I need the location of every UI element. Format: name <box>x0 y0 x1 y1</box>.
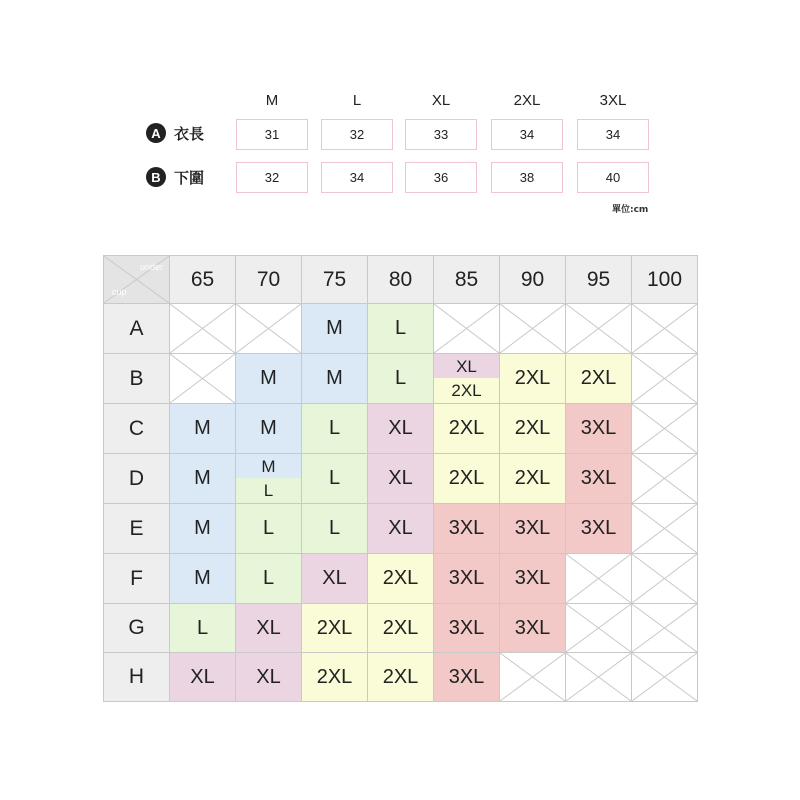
size-cell <box>500 554 566 604</box>
size-value: 3XL <box>580 517 617 539</box>
size-value: 3XL <box>448 517 485 539</box>
unavailable-x-icon <box>500 304 565 353</box>
length-value-2xl: 34 <box>491 119 563 150</box>
underbust-value-l: 34 <box>321 162 393 193</box>
size-cell <box>434 404 500 454</box>
size-value: 2XL <box>316 616 353 639</box>
size-cell <box>302 304 368 354</box>
cup-size-header: E <box>104 504 170 554</box>
cup-size-header: A <box>104 304 170 354</box>
size-cell <box>566 354 632 404</box>
size-cell <box>566 504 632 554</box>
badge-b-icon: B <box>146 167 166 187</box>
unavailable-x-icon <box>632 604 697 652</box>
size-value: 2XL <box>514 367 551 389</box>
unavailable-cell <box>632 554 698 604</box>
size-cell <box>500 454 566 504</box>
size-cell <box>368 653 434 702</box>
size-cell <box>302 354 368 404</box>
size-cell <box>170 604 236 653</box>
unavailable-cell <box>632 604 698 653</box>
cup-size-header: H <box>104 653 170 702</box>
unavailable-x-icon <box>236 304 301 353</box>
size-value: M <box>326 317 343 339</box>
size-value: L <box>394 317 407 339</box>
under-size-header: 65 <box>170 256 236 304</box>
badge-a-icon: A <box>146 123 166 143</box>
split-size-cell <box>434 354 500 404</box>
unavailable-x-icon <box>632 354 697 403</box>
size-cell <box>500 604 566 653</box>
size-header-l: L <box>352 92 362 109</box>
size-value: M <box>260 417 277 439</box>
unavailable-cell <box>632 504 698 554</box>
underbust-value-2xl: 38 <box>491 162 563 193</box>
size-cell <box>170 653 236 702</box>
unavailable-cell <box>500 653 566 702</box>
unavailable-x-icon <box>500 653 565 701</box>
size-value: L <box>328 467 341 489</box>
unit-note: 單位:cm <box>612 205 649 215</box>
cup-size-header: D <box>104 454 170 504</box>
size-value: XL <box>388 517 413 539</box>
size-cell <box>434 504 500 554</box>
size-value: 2XL <box>580 367 617 389</box>
size-cell <box>500 354 566 404</box>
unavailable-x-icon <box>632 304 697 353</box>
size-header-3xl: 3XL <box>599 92 627 109</box>
size-value: M <box>194 517 211 539</box>
size-value: L <box>262 517 275 539</box>
length-label: 衣長 <box>174 124 205 143</box>
size-cell <box>170 404 236 454</box>
size-cell <box>368 404 434 454</box>
size-value: 3XL <box>448 616 485 639</box>
size-cell <box>302 404 368 454</box>
corner-under-label: under <box>139 262 163 272</box>
corner-cup-label: cup <box>112 287 127 297</box>
size-value: M <box>260 367 277 389</box>
size-cell <box>170 454 236 504</box>
size-cell <box>500 404 566 454</box>
size-value: M <box>236 454 301 479</box>
corner-header-cell <box>104 256 170 304</box>
size-value: 2XL <box>448 467 485 489</box>
size-cell <box>302 554 368 604</box>
unavailable-cell <box>170 304 236 354</box>
unavailable-x-icon <box>170 304 235 353</box>
size-cell <box>434 604 500 653</box>
unavailable-x-icon <box>632 454 697 503</box>
size-value: L <box>328 517 341 539</box>
size-value: XL <box>256 665 281 688</box>
size-value: 3XL <box>580 417 617 439</box>
unavailable-x-icon <box>632 404 697 453</box>
size-value: 3XL <box>514 567 551 589</box>
size-cell <box>236 354 302 404</box>
size-value: 3XL <box>448 665 485 688</box>
under-size-header: 80 <box>368 256 434 304</box>
underbust-value-m: 32 <box>236 162 308 193</box>
size-value: M <box>194 417 211 439</box>
size-value: 2XL <box>448 417 485 439</box>
unavailable-x-icon <box>566 304 631 353</box>
size-cell <box>302 454 368 504</box>
unavailable-cell <box>170 354 236 404</box>
size-cell <box>368 604 434 653</box>
unavailable-x-icon <box>170 354 235 403</box>
size-value: 3XL <box>448 567 485 589</box>
size-value: 2XL <box>316 665 353 688</box>
unavailable-cell <box>566 604 632 653</box>
size-value: XL <box>388 417 413 439</box>
size-value: 2XL <box>382 567 419 589</box>
size-value: 2XL <box>382 665 419 688</box>
size-value: 3XL <box>514 616 551 639</box>
size-value: L <box>328 417 341 439</box>
size-cell <box>302 653 368 702</box>
unavailable-x-icon <box>632 554 697 603</box>
under-size-header: 90 <box>500 256 566 304</box>
unavailable-x-icon <box>632 504 697 553</box>
size-value: XL <box>388 467 413 489</box>
size-cell <box>236 604 302 653</box>
unavailable-cell <box>566 653 632 702</box>
unavailable-x-icon <box>566 604 631 652</box>
under-size-header: 85 <box>434 256 500 304</box>
size-cell <box>566 454 632 504</box>
under-size-header: 75 <box>302 256 368 304</box>
size-value: L <box>394 367 407 389</box>
size-cell <box>368 454 434 504</box>
size-cell <box>302 604 368 653</box>
unavailable-cell <box>632 354 698 404</box>
unavailable-cell <box>632 404 698 454</box>
size-cell <box>368 354 434 404</box>
unavailable-cell <box>632 454 698 504</box>
under-size-header: 100 <box>632 256 698 304</box>
size-value: L <box>196 616 209 639</box>
size-value: M <box>326 367 343 389</box>
length-value-m: 31 <box>236 119 308 150</box>
length-value-3xl: 34 <box>577 119 649 150</box>
size-value: XL <box>190 665 215 688</box>
size-cell <box>236 404 302 454</box>
unavailable-cell <box>566 304 632 354</box>
size-value: XL <box>256 616 281 639</box>
size-value: XL <box>434 354 499 379</box>
cup-size-header: B <box>104 354 170 404</box>
cup-size-header: F <box>104 554 170 604</box>
size-cell <box>368 304 434 354</box>
size-cell <box>236 554 302 604</box>
unavailable-cell <box>632 304 698 354</box>
size-cell <box>236 653 302 702</box>
size-cell <box>434 454 500 504</box>
size-header-2xl: 2XL <box>513 92 541 109</box>
under-size-header: 70 <box>236 256 302 304</box>
size-value: L <box>236 478 301 503</box>
length-row-label <box>146 123 204 143</box>
unavailable-cell <box>434 304 500 354</box>
size-cell <box>500 504 566 554</box>
unavailable-x-icon <box>566 653 631 701</box>
unavailable-x-icon <box>632 653 697 701</box>
underbust-value-xl: 36 <box>405 162 477 193</box>
size-value: 2XL <box>434 378 499 403</box>
size-value: XL <box>322 567 347 589</box>
under-size-header: 95 <box>566 256 632 304</box>
size-cell <box>170 504 236 554</box>
size-header-m: M <box>265 92 279 109</box>
length-value-l: 32 <box>321 119 393 150</box>
size-value: L <box>262 567 275 589</box>
size-header-xl: XL <box>431 92 451 109</box>
unavailable-cell <box>500 304 566 354</box>
unavailable-x-icon <box>566 554 631 603</box>
unavailable-x-icon <box>434 304 499 353</box>
underbust-label: 下圍 <box>174 168 205 187</box>
split-size-cell <box>236 454 302 504</box>
unavailable-cell <box>236 304 302 354</box>
size-value: M <box>194 467 211 489</box>
size-value: 2XL <box>382 616 419 639</box>
underbust-value-3xl: 40 <box>577 162 649 193</box>
size-value: 3XL <box>514 517 551 539</box>
cup-size-header: C <box>104 404 170 454</box>
size-cell <box>368 554 434 604</box>
length-value-xl: 33 <box>405 119 477 150</box>
size-cell <box>368 504 434 554</box>
size-value: 3XL <box>580 467 617 489</box>
unavailable-cell <box>566 554 632 604</box>
cup-size-header: G <box>104 604 170 653</box>
size-value: 2XL <box>514 467 551 489</box>
underbust-row-label <box>146 167 204 187</box>
size-value: M <box>194 567 211 589</box>
size-value: 2XL <box>514 417 551 439</box>
bra-size-grid <box>103 255 698 702</box>
size-cell <box>434 554 500 604</box>
size-cell <box>170 554 236 604</box>
size-cell <box>434 653 500 702</box>
size-cell <box>566 404 632 454</box>
size-cell <box>302 504 368 554</box>
size-cell <box>236 504 302 554</box>
unavailable-cell <box>632 653 698 702</box>
